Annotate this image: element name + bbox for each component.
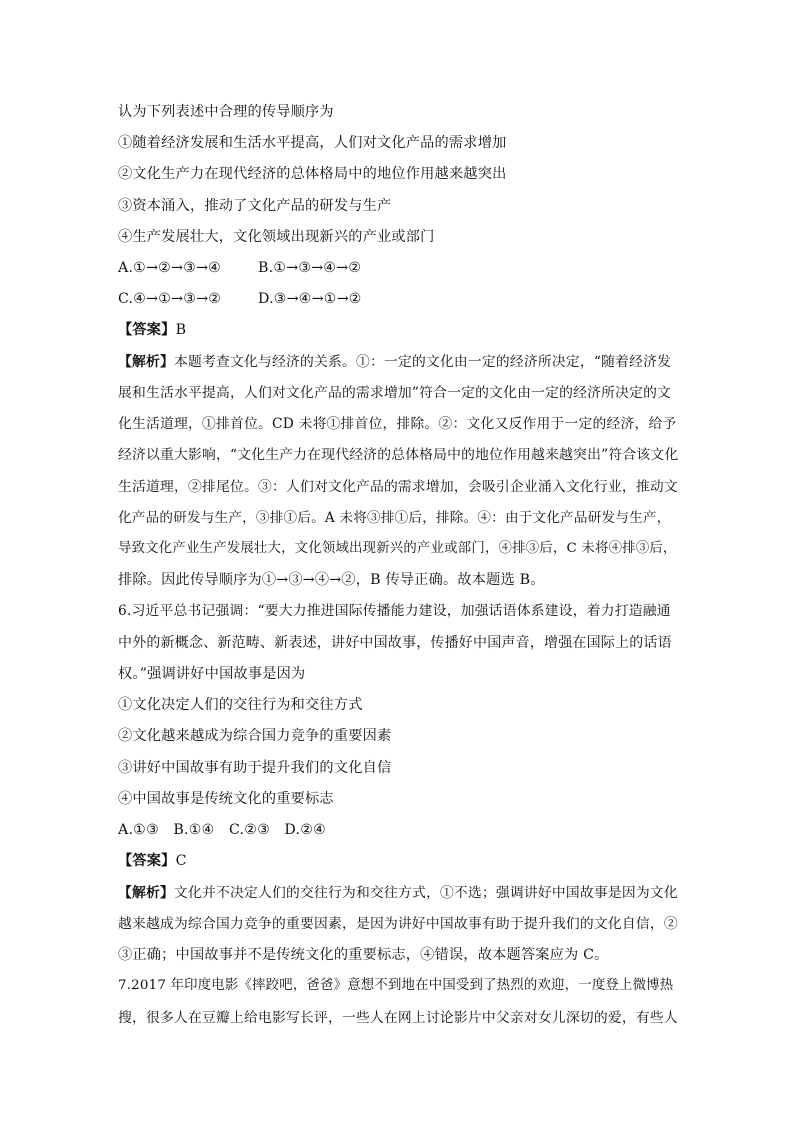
q6-stem-line-2: 中外的新概念、新范畴、新表述，讲好中国故事，传播好中国声音，增强在国际上的话语: [118, 635, 672, 651]
q5-analysis-line-6: 化产品的研发与生产，③排①后。A 未将③排①后，排除。④：由于文化产品研发与生产，: [118, 510, 671, 526]
q6-analysis-tag: 【解析】: [118, 885, 174, 901]
q6-options: A.①③ B.①④ C.②③ D.②④: [118, 822, 327, 838]
q5-stem-tail: 认为下列表述中合理的传导顺序为: [118, 104, 334, 120]
q5-analysis-line-2: 展和生活水平提高，人们对文化产品的需求增加”符合一定的文化由一定的经济所决定的文: [118, 385, 672, 401]
q6-analysis-line-1: [118, 883, 678, 903]
q5-answer: [118, 320, 678, 340]
q6-item-1: ①文化决定人们的交往行为和交往方式: [118, 697, 363, 713]
q6-analysis-line-2: 越来越成为综合国力竞争的重要因素，是因为讲好中国故事有助于提升我们的文化自信，②: [118, 916, 678, 932]
q5-analysis-line-4: 经济以重大影响，“文化生产力在现代经济的总体格局中的地位作用越来越突出”符合该文化: [118, 447, 679, 463]
q6-stem-line-1: 6.习近平总书记强调：“要大力推进国际传播能力建设，加强话语体系建设，着力打造融通: [118, 603, 671, 619]
q6-answer-value: C: [175, 853, 187, 869]
q5-analysis-line-5: 生活道理，②排尾位。③：人们对文化产品的需求增加，会吸引企业涌入文化行业，推动文: [118, 479, 678, 495]
q6-item-3: ③讲好中国故事有助于提升我们的文化自信: [118, 760, 392, 776]
q5-options-row-1: [118, 258, 678, 278]
q5-item-1: ①随着经济发展和生活水平提高，人们对文化产品的需求增加: [118, 135, 507, 151]
q6-item-2: ②文化越来越成为综合国力竞争的重要因素: [118, 728, 392, 744]
q5-analysis-tag: 【解析】: [118, 354, 174, 370]
q5-item-3: ③资本涌入，推动了文化产品的研发与生产: [118, 198, 392, 214]
q5-option-b: B.①→③→④→②: [258, 260, 362, 276]
q5-option-a: A.①→②→③→④: [118, 260, 222, 276]
q5-analysis-line-1: [118, 352, 678, 372]
q5-item-2: ②文化生产力在现代经济的总体格局中的地位作用越来越突出: [118, 166, 507, 182]
q6-analysis-text-1: 文化并不决定人们的交往行为和交往方式，①不选；强调讲好中国故事是因为文化: [174, 885, 678, 901]
q5-options-row-2: [118, 289, 678, 309]
q6-stem-line-3: 权。”强调讲好中国故事是因为: [118, 666, 306, 682]
q5-analysis-text-1: 本题考查文化与经济的关系。①：一定的文化由一定的经济所决定，“随着经济发: [174, 354, 672, 370]
q5-analysis-line-8: 排除。因此传导顺序为①→③→④→②，B 传导正确。故本题选 B。: [118, 572, 545, 588]
q5-item-4: ④生产发展壮大，文化领域出现新兴的产业或部门: [118, 229, 435, 245]
q5-answer-value: B: [175, 322, 187, 338]
q6-analysis-line-3: ③正确；中国故事并不是传统文化的重要标志，④错误，故本题答案应为 C。: [118, 947, 609, 963]
q5-analysis-line-3: 化生活道理，①排首位。CD 未将①排首位，排除。②：文化又反作用于一定的经济，给予: [118, 416, 677, 432]
q5-answer-tag: 【答案】: [118, 322, 176, 338]
q7-stem-line-2: 搜，很多人在豆瓣上给电影写长评，一些人在网上讨论影片中父亲对女儿深切的爱，有些人: [118, 1010, 678, 1026]
q5-analysis-line-7: 导致文化产业生产发展壮大，文化领域出现新兴的产业或部门，④排③后，C 未将④排③后，: [118, 541, 677, 556]
q6-item-4: ④中国故事是传统文化的重要标志: [118, 791, 334, 807]
q7-stem-line-1: 7.2017 年印度电影《摔跤吧，爸爸》意想不到地在中国受到了热烈的欢迎，一度登上微博热: [118, 978, 674, 993]
q6-answer: [118, 851, 678, 871]
q5-option-d: D.③→④→①→②: [258, 291, 362, 307]
q5-option-c: C.④→①→③→②: [118, 291, 222, 307]
q6-answer-tag: 【答案】: [118, 853, 176, 869]
